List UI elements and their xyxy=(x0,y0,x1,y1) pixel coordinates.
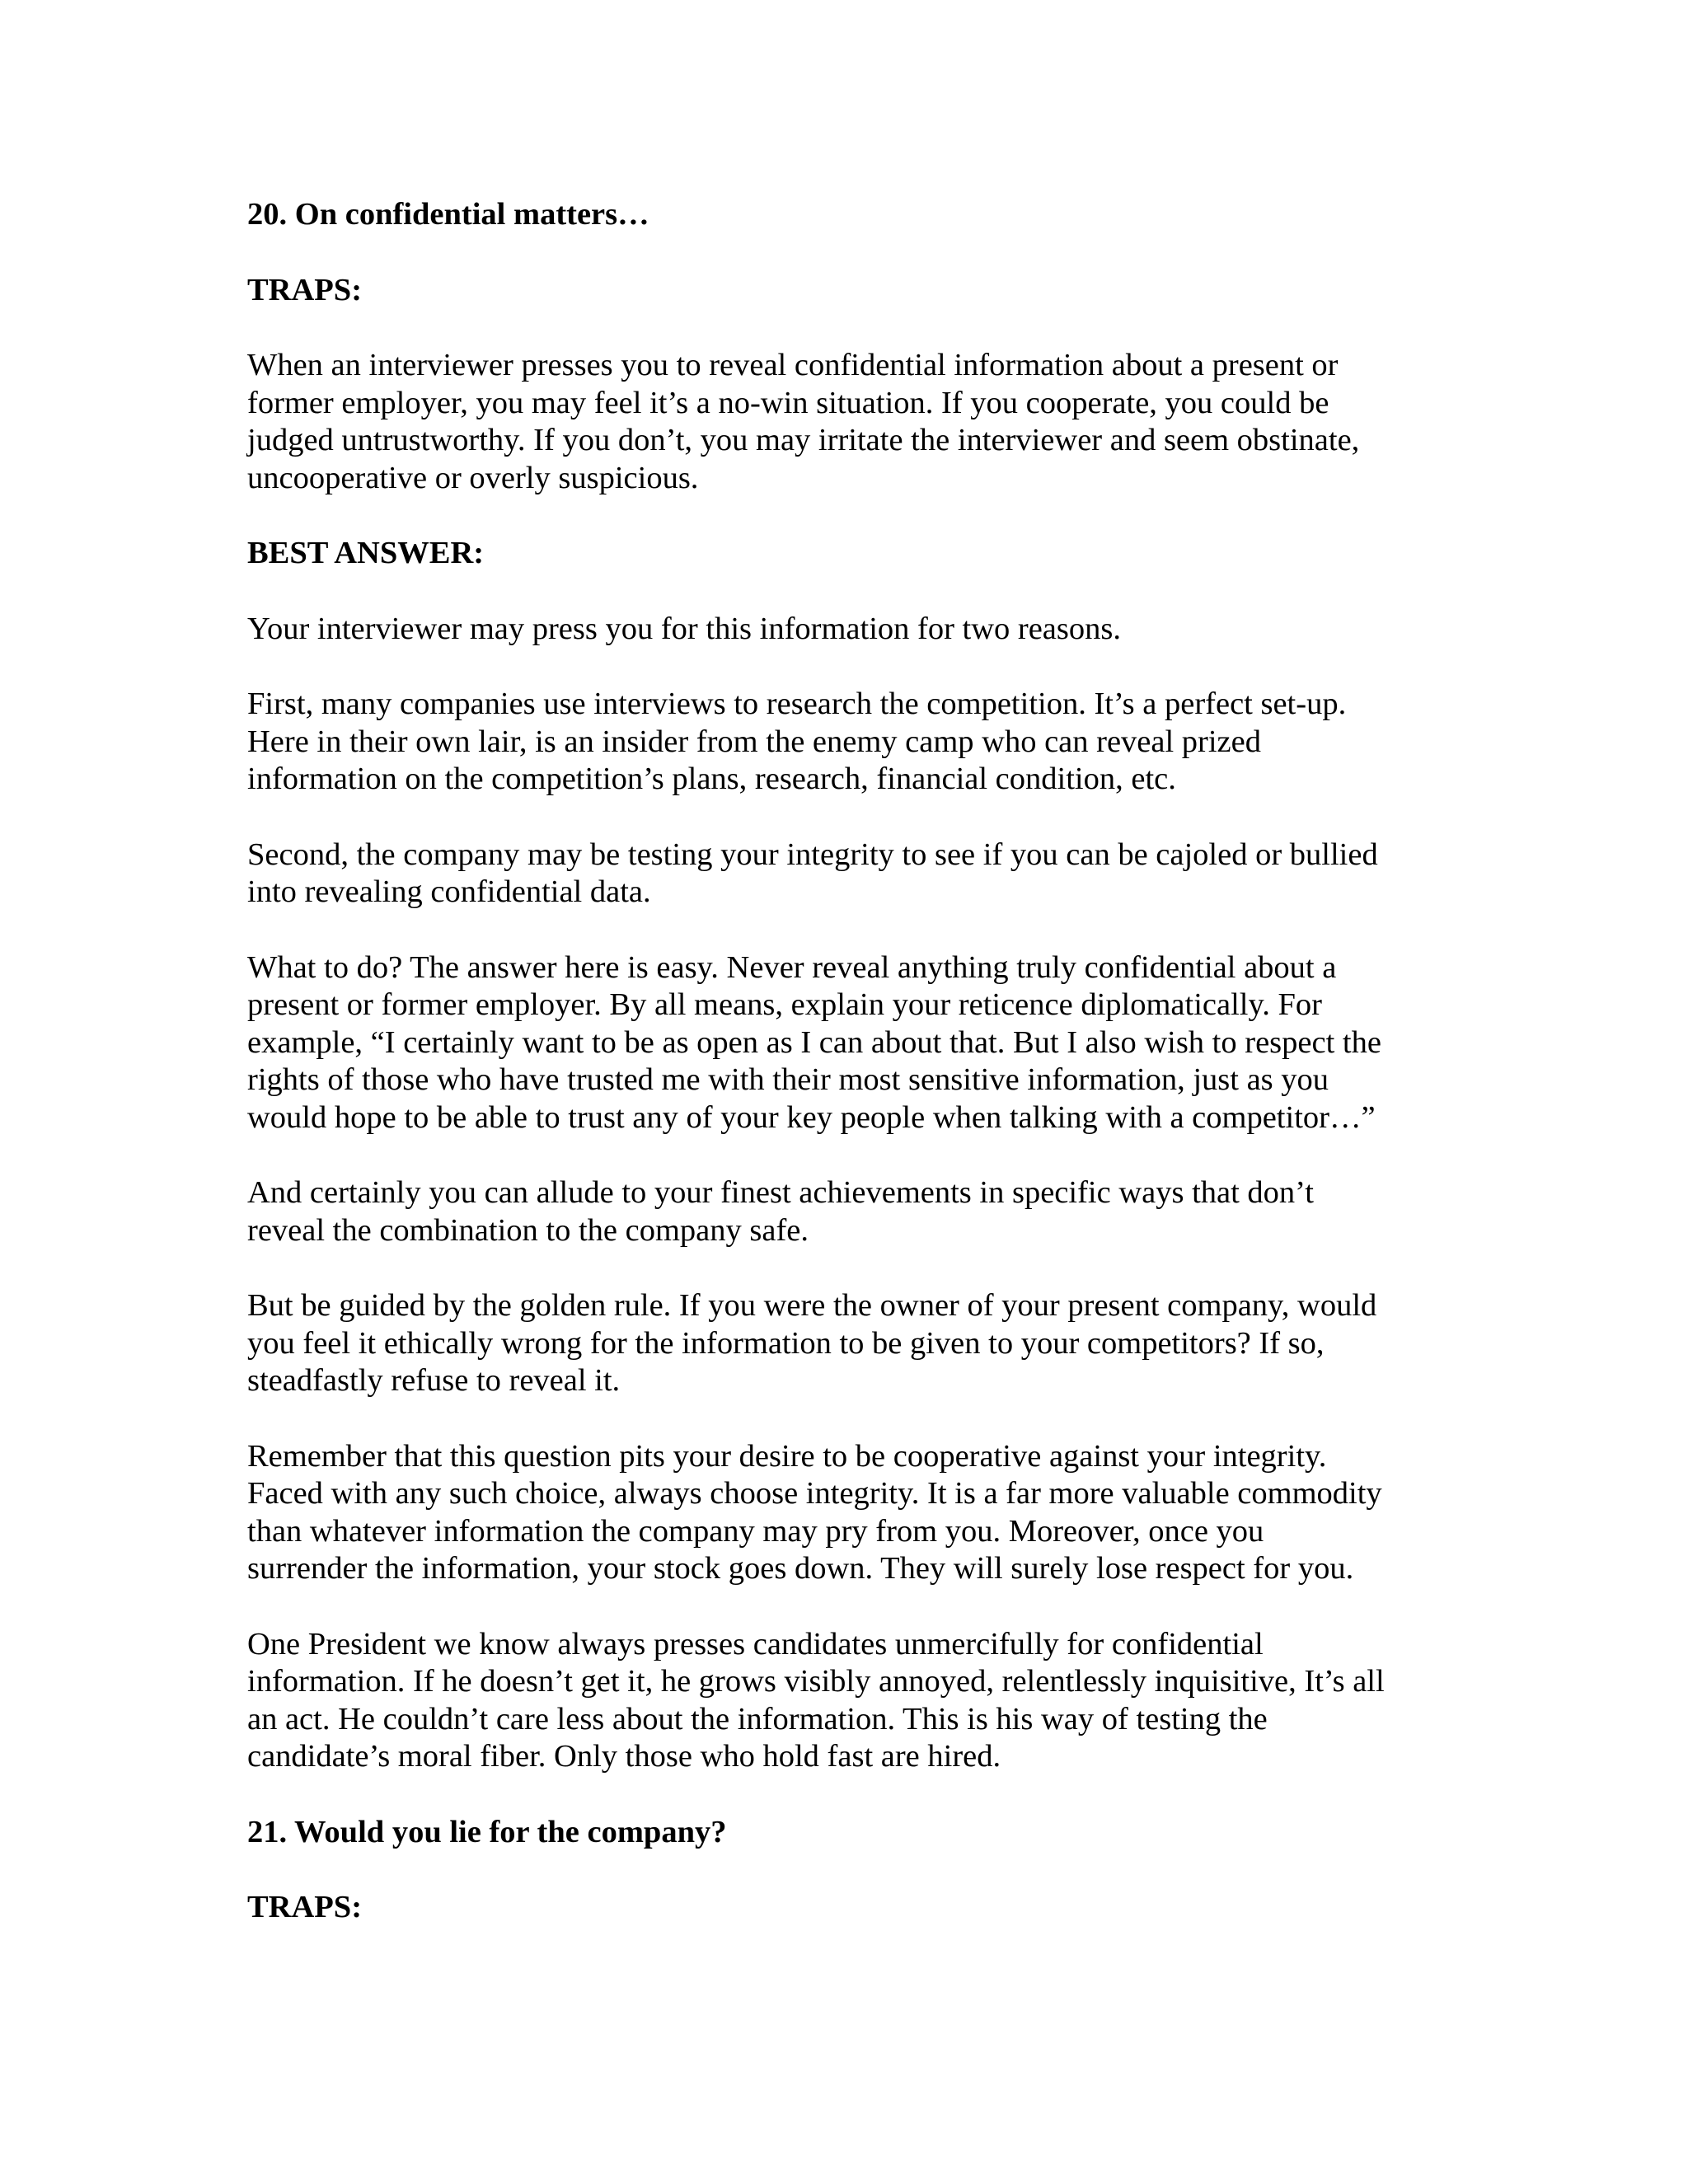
body-paragraph: But be guided by the golden rule. If you were the owner of your present company, would you feel it ethically wrong for the information to be given to your competitors? If so, steadfastly refuse to reveal it. xyxy=(247,1288,1377,1398)
body-paragraph: First, many companies use interviews to research the competition. It’s a perfect set-up. Here in their own lair, is an insider from the enemy camp who can reveal prized information on the competition’s plans, research, financial condition, etc. xyxy=(247,687,1347,796)
section-21-title: 21. Would you lie for the company? xyxy=(247,1814,727,1849)
body-paragraph: Remember that this question pits your desire to be cooperative against your integrity. Faced with any such choice, always choose integrity. It is a far more valuable commodity than whatever information the company may pry from you. Moreover, once you surrender the information, your stock goes down. They will surely lose respect for you. xyxy=(247,1438,1382,1586)
traps-heading: TRAPS: xyxy=(247,1890,363,1924)
body-paragraph: And certainly you can allude to your finest achievements in specific ways that don’t reveal the combination to the company safe. xyxy=(247,1175,1314,1248)
traps-paragraph: When an interviewer presses you to reveal confidential information about a present or former employer, you may feel it’s a no-win situation. If you cooperate, you could be judged untrustworthy. If you don’t, you may irritate the interviewer and seem obstinate, uncooperative or overly suspicious. xyxy=(247,348,1360,495)
body-paragraph: One President we know always presses candidates unmercifully for confidential information. If he doesn’t get it, he grows visibly annoyed, relentlessly inquisitive, It’s all an act. He couldn’t care less about the information. This is his way of testing the candidate’s moral fiber. Only those who hold fast are hired. xyxy=(247,1626,1385,1774)
traps-heading: TRAPS: xyxy=(247,272,363,307)
body-paragraph: Second, the company may be testing your integrity to see if you can be cajoled or bullied into revealing confidential data. xyxy=(247,837,1378,909)
body-paragraph: What to do? The answer here is easy. Never reveal anything truly confidential about a present or former employer. By all means, explain your reticence diplomatically. For example, “I certainly want to be as open as I can about that. But I also wish to respect the rights of those who have trusted me with their most sensitive information, just as you would hope to be able to trust any of your key people when talking with a competitor…” xyxy=(247,949,1381,1135)
body-paragraph: Your interviewer may press you for this information for two reasons. xyxy=(247,611,1121,646)
section-20-title: 20. On confidential matters… xyxy=(247,197,649,232)
best-answer-heading: BEST ANSWER: xyxy=(247,536,485,570)
document-page xyxy=(247,196,1451,1927)
